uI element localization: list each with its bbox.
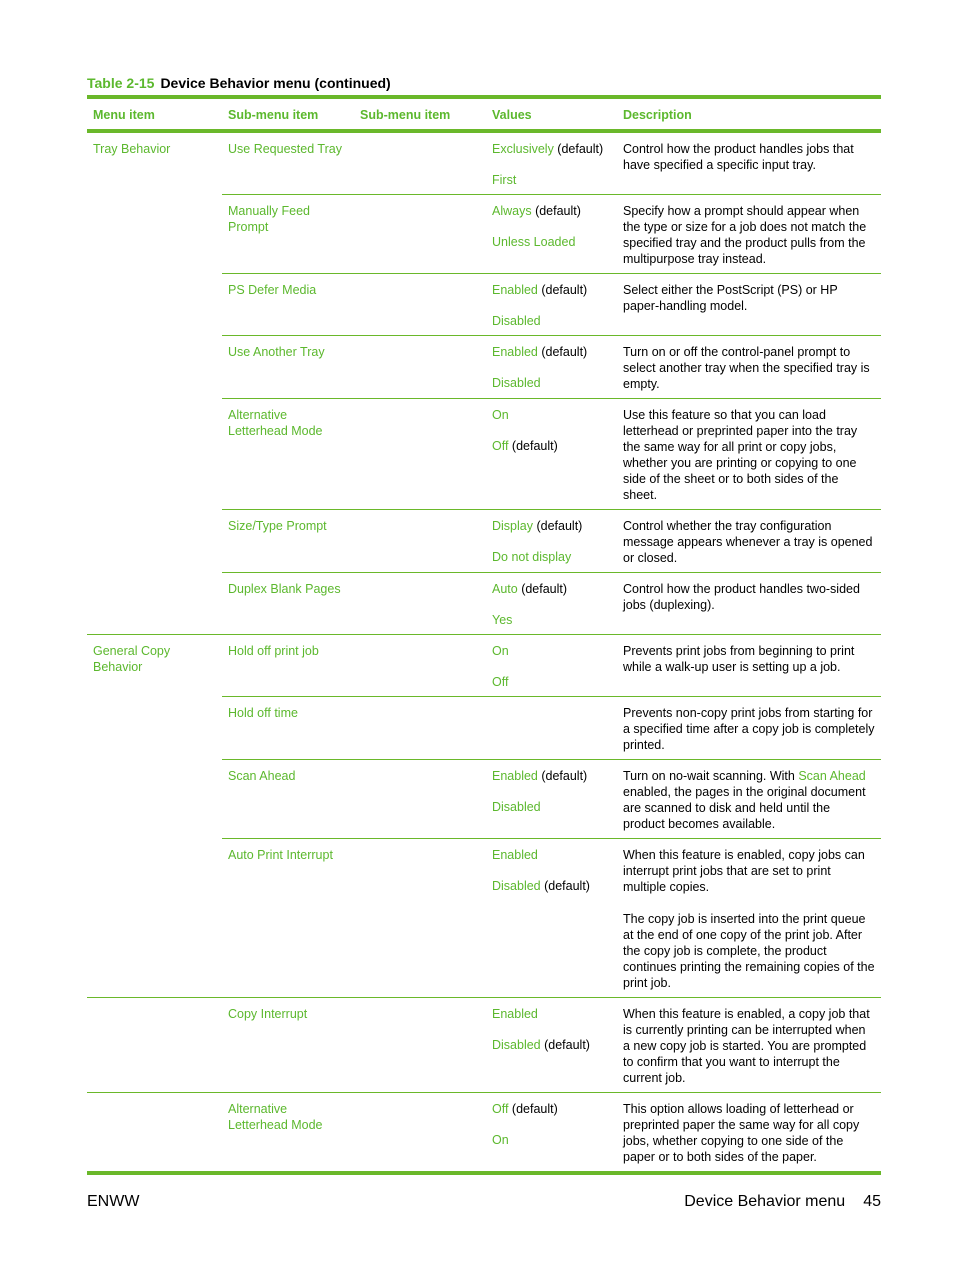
value-line	[492, 203, 611, 219]
value-line	[492, 768, 611, 784]
values-cell	[486, 1093, 617, 1172]
header-values: Values	[492, 108, 532, 122]
description-paragraph	[623, 1006, 875, 1086]
values-cell	[486, 697, 617, 760]
value-option: Off	[492, 675, 509, 689]
value-line	[492, 549, 611, 565]
page-number: 45	[863, 1193, 881, 1210]
description-paragraph	[623, 768, 875, 832]
menu-item-cell	[87, 274, 222, 336]
menu-item: Tray Behavior	[93, 142, 171, 156]
description-paragraph	[623, 1101, 875, 1165]
description-text: Prevents print jobs from beginning to print while a walk-up user is setting up a job.	[623, 644, 855, 674]
value-option: Enabled	[492, 848, 538, 862]
description-paragraph	[623, 282, 875, 314]
value-line	[492, 878, 611, 894]
sub-menu-item-2	[354, 195, 486, 274]
value-suffix: (default)	[531, 204, 581, 218]
value-line	[492, 172, 611, 188]
value-line	[492, 581, 611, 597]
bottom-rule	[87, 1171, 881, 1175]
header-menu-item: Menu item	[93, 108, 155, 122]
description-cell	[617, 1093, 881, 1172]
description-cell	[617, 697, 881, 760]
footer-right	[684, 1193, 881, 1211]
value-line	[492, 799, 611, 815]
sub-menu-item: Manually Feed Prompt	[222, 195, 354, 274]
menu-item-cell	[87, 998, 222, 1093]
sub-menu-item: Size/Type Prompt	[222, 510, 354, 573]
value-line	[492, 674, 611, 690]
description-cell	[617, 998, 881, 1093]
table-row	[87, 760, 881, 839]
description-text: Control how the product handles two-sided jobs (duplexing).	[623, 582, 860, 612]
description-text: When this feature is enabled, a copy job that is currently printing can be interrupted when a new copy job is started. You are prompted to confirm that you want to interrupt the current job.	[623, 1007, 870, 1085]
table-row	[87, 839, 881, 998]
sub-menu-item-2	[354, 573, 486, 635]
header-description: Description	[623, 108, 692, 122]
description-cell	[617, 195, 881, 274]
description-paragraph	[623, 847, 875, 895]
sub-menu-item: Use Another Tray	[222, 336, 354, 399]
footer-section: Device Behavior menu	[684, 1193, 846, 1210]
value-option: Disabled	[492, 879, 541, 893]
values-cell	[486, 133, 617, 195]
description-link-text: Scan Ahead	[798, 769, 866, 783]
sub-menu-item-2	[354, 760, 486, 839]
menu-item: General Copy Behavior	[93, 644, 171, 674]
value-line	[492, 643, 611, 659]
value-option: Disabled	[492, 314, 541, 328]
value-option: Off	[492, 439, 509, 453]
value-option: Enabled	[492, 283, 538, 297]
description-text: Prevents non-copy print jobs from starting for a specified time after a copy job is completely printed.	[623, 706, 875, 752]
description-cell	[617, 133, 881, 195]
value-line	[492, 1101, 611, 1117]
menu-item-cell	[87, 839, 222, 998]
sub-menu-item: Scan Ahead	[222, 760, 354, 839]
value-suffix: (default)	[508, 1102, 558, 1116]
value-option: Disabled	[492, 376, 541, 390]
table-row	[87, 133, 881, 195]
sub-menu-item: Copy Interrupt	[222, 998, 354, 1093]
menu-item-cell	[87, 336, 222, 399]
value-option: On	[492, 1133, 509, 1147]
description-paragraph	[623, 203, 875, 267]
value-line	[492, 407, 611, 423]
sub-menu-item-2	[354, 274, 486, 336]
values-cell	[486, 760, 617, 839]
description-text: Turn on or off the control-panel prompt to select another tray when the specified tray is empty.	[623, 345, 870, 391]
description-paragraph	[623, 344, 875, 392]
value-option: Enabled	[492, 1007, 538, 1021]
values-cell	[486, 839, 617, 998]
values-cell	[486, 998, 617, 1093]
description-cell	[617, 336, 881, 399]
description-text: Select either the PostScript (PS) or HP paper-handling model.	[623, 283, 838, 313]
table-row	[87, 399, 881, 510]
values-cell	[486, 635, 617, 697]
menu-item-cell	[87, 399, 222, 510]
sub-menu-item: Alternative Letterhead Mode	[222, 399, 354, 510]
description-cell	[617, 399, 881, 510]
value-option: Do not display	[492, 550, 572, 564]
value-suffix: (default)	[533, 519, 583, 533]
value-line	[492, 282, 611, 298]
description-cell	[617, 839, 881, 998]
description-text: When this feature is enabled, copy jobs can interrupt print jobs that are set to print multiple copies.	[623, 848, 865, 894]
value-option: On	[492, 408, 509, 422]
table-row	[87, 697, 881, 760]
menu-item-cell	[87, 760, 222, 839]
table-row	[87, 510, 881, 573]
description-cell	[617, 573, 881, 635]
sub-menu-item: Use Requested Tray	[228, 142, 342, 156]
value-suffix: (default)	[540, 1038, 590, 1052]
menu-item-cell	[87, 697, 222, 760]
sub-menu-item: Hold off time	[222, 697, 354, 760]
value-suffix: (default)	[553, 142, 604, 156]
description-cell	[617, 274, 881, 336]
values-cell	[486, 573, 617, 635]
value-option: Unless Loaded	[492, 235, 576, 249]
menu-item-cell	[87, 133, 222, 195]
menu-item-cell	[87, 195, 222, 274]
values-cell	[486, 195, 617, 274]
sub-menu-item-2	[354, 1093, 486, 1172]
value-line	[492, 344, 611, 360]
value-line	[492, 313, 611, 329]
header-row	[87, 99, 881, 129]
value-option: On	[492, 644, 509, 658]
value-line	[492, 1132, 611, 1148]
sub-menu-item: Alternative Letterhead Mode	[222, 1093, 354, 1172]
sub-menu-item: Hold off print job	[222, 635, 354, 697]
value-line	[492, 141, 611, 157]
footer-left: ENWW	[87, 1193, 140, 1210]
value-suffix: (default)	[508, 439, 558, 453]
description-paragraph	[623, 705, 875, 753]
description-paragraph	[623, 141, 875, 173]
value-option: Auto	[492, 582, 518, 596]
sub-menu-item-2	[354, 839, 486, 998]
menu-item-cell	[87, 635, 222, 697]
value-line	[492, 518, 611, 534]
sub-menu-item-2	[354, 998, 486, 1093]
description-text: Specify how a prompt should appear when the type or size for a job does not match the specified tray and the product pulls from the multipurpose tray instead.	[623, 204, 867, 266]
value-option: Display	[492, 519, 533, 533]
value-suffix: (default)	[537, 283, 588, 297]
table-row	[87, 573, 881, 635]
sub-menu-item: PS Defer Media	[222, 274, 354, 336]
value-option: First	[492, 173, 517, 187]
table-caption	[87, 75, 391, 91]
description-text: Control how the product handles jobs that have specified a specific input tray.	[623, 142, 854, 172]
description-paragraph	[623, 518, 875, 566]
values-cell	[486, 336, 617, 399]
sub-menu-item-2	[354, 697, 486, 760]
sub-menu-item-2	[354, 635, 486, 697]
table-body	[87, 133, 881, 1171]
value-option: Always	[492, 204, 532, 218]
table-row	[87, 635, 881, 697]
menu-item-cell	[87, 573, 222, 635]
device-behavior-table	[87, 95, 881, 1175]
header-sub-menu-item-2: Sub-menu item	[360, 108, 451, 122]
value-suffix: (default)	[540, 879, 590, 893]
value-option: Enabled	[492, 345, 538, 359]
table-row	[87, 1093, 881, 1172]
table-row	[87, 998, 881, 1093]
values-cell	[486, 274, 617, 336]
table-row	[87, 274, 881, 336]
description-text: enabled, the pages in the original document are scanned to disk and held until the product becomes available.	[623, 785, 866, 831]
description-paragraph	[623, 911, 875, 991]
value-line	[492, 612, 611, 628]
value-line	[492, 234, 611, 250]
description-text: Use this feature so that you can load letterhead or preprinted paper into the tray the same way for all print or copy jobs, whether you are printing or copying to one side of the sheet or to both sides of the sheet.	[623, 408, 858, 502]
description-cell	[617, 510, 881, 573]
sub-menu-item-2	[354, 399, 486, 510]
table-row	[87, 195, 881, 274]
description-paragraph	[623, 581, 875, 613]
description-text: The copy job is inserted into the print queue at the end of one copy of the print job. After the copy job is complete, the product continues printing the remaining copies of the print job.	[623, 912, 875, 990]
sub-menu-item-2	[354, 510, 486, 573]
value-option: Yes	[492, 613, 513, 627]
sub-menu-item: Auto Print Interrupt	[222, 839, 354, 998]
description-text: Turn on no-wait scanning. With	[623, 769, 799, 783]
description-cell	[617, 760, 881, 839]
value-line	[492, 375, 611, 391]
table-number: Table 2-15	[87, 75, 155, 91]
description-text: This option allows loading of letterhead or preprinted paper the same way for all copy jobs, whether copying to one side of the paper or to both sides of the paper.	[623, 1102, 860, 1164]
header-sub-menu-item: Sub-menu item	[228, 108, 319, 122]
table-title: Device Behavior menu (continued)	[160, 75, 391, 91]
values-cell	[486, 399, 617, 510]
sub-menu-item: Duplex Blank Pages	[222, 573, 354, 635]
value-option: Enabled	[492, 769, 538, 783]
value-line	[492, 847, 611, 863]
value-option: Disabled	[492, 1038, 541, 1052]
value-line	[492, 438, 611, 454]
sub-menu-item-2	[354, 133, 486, 195]
description-cell	[617, 635, 881, 697]
value-option: Off	[492, 1102, 509, 1116]
value-option: Disabled	[492, 800, 541, 814]
description-paragraph	[623, 407, 875, 503]
menu-item-cell	[87, 510, 222, 573]
description-paragraph	[623, 643, 875, 675]
table-row	[87, 336, 881, 399]
value-suffix: (default)	[537, 769, 588, 783]
value-option: Exclusively	[492, 142, 554, 156]
value-line	[492, 1037, 611, 1053]
value-suffix: (default)	[537, 345, 588, 359]
sub-menu-item-2	[354, 336, 486, 399]
description-text: Control whether the tray configuration message appears whenever a tray is opened or closed.	[623, 519, 873, 565]
value-suffix: (default)	[517, 582, 568, 596]
values-cell	[486, 510, 617, 573]
value-line	[492, 1006, 611, 1022]
menu-item-cell	[87, 1093, 222, 1172]
